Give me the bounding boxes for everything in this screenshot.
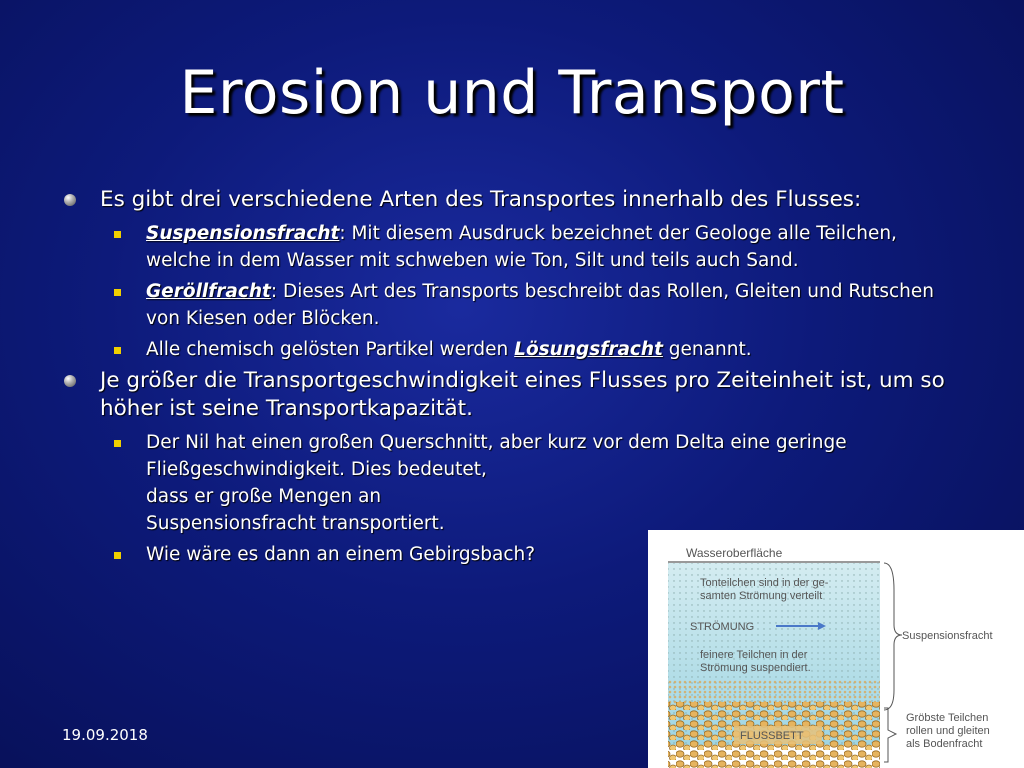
- grob-label-2: rollen und gleiten: [906, 725, 990, 737]
- bullet-text: : Dieses Art des Transports beschreibt das Rollen, Gleiten und Rutschen von Kiesen oder Blöcken.: [146, 281, 934, 329]
- square-bullet-icon: [114, 440, 121, 447]
- sub-bullet-geroell: [62, 278, 962, 332]
- square-bullet-icon: [114, 289, 121, 296]
- ton-label-1: Tonteilchen sind in der ge-: [700, 577, 829, 589]
- square-bullet-icon: [114, 552, 121, 559]
- bullet-text: Der Nil hat einen großen Querschnitt, aber kurz vor dem Delta eine geringe: [146, 432, 847, 453]
- square-bullet-icon: [114, 347, 121, 354]
- sphere-bullet-icon: [64, 375, 76, 387]
- suspension-label: Suspensionsfracht: [902, 630, 993, 642]
- grob-label-1: Gröbste Teilchen: [906, 712, 989, 724]
- grob-label-3: als Bodenfracht: [906, 738, 983, 750]
- bullet-text: Je größer die Transportgeschwindigkeit eines Flusses pro Zeiteinheit ist, um so höher ist seine Transportkapazität.: [100, 368, 945, 421]
- term-suspensionsfracht: Suspensionsfracht: [146, 223, 340, 244]
- square-bullet-icon: [114, 231, 121, 238]
- footer-date: 19.09.2018: [62, 726, 148, 744]
- slide-title: Erosion und Transport: [179, 58, 845, 128]
- bullet-text: genannt.: [662, 339, 752, 360]
- sphere-bullet-icon: [64, 194, 76, 206]
- term-loesungsfracht: Lösungsfracht: [514, 339, 663, 360]
- sub-bullet-suspension: [62, 220, 962, 274]
- bullet-transport-speed: [62, 367, 962, 423]
- transport-diagram: [648, 530, 1024, 768]
- bullet-text: Alle chemisch gelösten Partikel werden: [146, 339, 515, 360]
- fein-label-1: feinere Teilchen in der: [700, 649, 808, 661]
- bullet-text: Es gibt drei verschiedene Arten des Transportes innerhalb des Flusses:: [100, 187, 862, 212]
- ton-label-2: samten Strömung verteilt: [700, 590, 823, 602]
- sand-layer: [668, 680, 880, 705]
- bullet-text: Wie wäre es dann an einem Gebirgsbach?: [146, 544, 536, 565]
- surface-label: Wasseroberfläche: [686, 546, 783, 560]
- bullet-text: : Mit diesem Ausdruck bezeichnet der Geologe alle Teilchen, welche in dem Wasser mit schweben wie Ton, Silt und teils auch Sand.: [146, 223, 897, 271]
- sub-bullet-nil: [62, 429, 962, 537]
- transport-figure: [648, 530, 1024, 768]
- slide-content: [62, 186, 962, 572]
- suspension-brace: [884, 563, 902, 710]
- sub-bullet-loesung: [62, 336, 962, 363]
- fein-label-2: Strömung suspendiert.: [700, 662, 811, 674]
- bullet-transport-types: [62, 186, 962, 214]
- bullet-text: dass er große Mengen an: [146, 486, 382, 507]
- term-geroellfracht: Geröllfracht: [146, 281, 271, 302]
- bedload-brace: [884, 708, 896, 762]
- bett-label: FLUSSBETT: [740, 730, 804, 742]
- stroemung-label: STRÖMUNG: [690, 621, 755, 633]
- bullet-text: Fließgeschwindigkeit. Dies bedeutet,: [146, 459, 487, 480]
- bullet-text: Suspensionsfracht transportiert.: [146, 513, 445, 534]
